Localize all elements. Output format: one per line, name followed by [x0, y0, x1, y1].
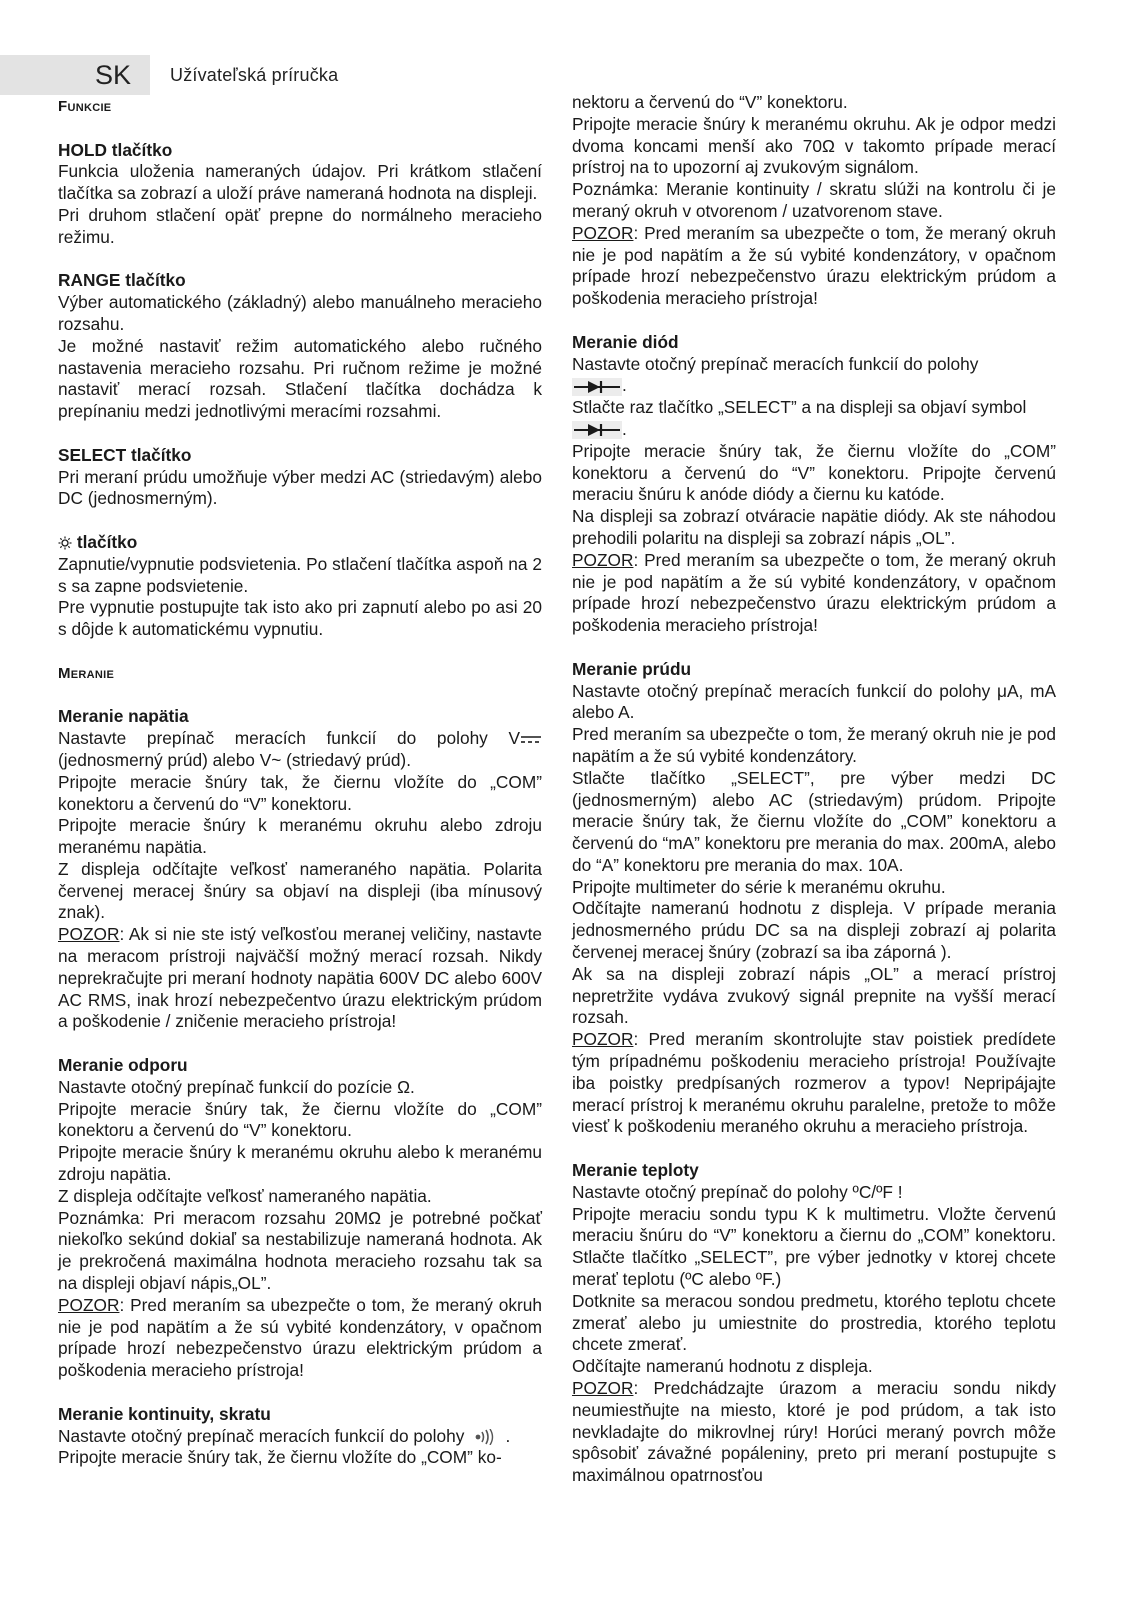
- continuity-heading: Meranie kontinuity, skratu: [58, 1403, 271, 1424]
- warning-paragraph: POZOR: Predchádzajte úrazom a meraciu sondu nikdy neumiestňujte na miesto, ktoré je pod prúdom, a tak isto nevkladajte do mikrovlnej rúry! Horúci meraný povrch môže spôsobiť závažné popáleniny, preto pri meraní postupujte s maximálnou opatrnosťou: [572, 1378, 1056, 1486]
- right-column: [572, 92, 1056, 1487]
- warning-label: POZOR: [58, 924, 120, 945]
- paragraph: Z displeja odčítajte veľkosť nameraného napätia.: [58, 1185, 432, 1206]
- warning-label: POZOR: [572, 549, 634, 570]
- paragraph: Pred meraním sa ubezpečte o tom, že meraný okruh nie je pod napätím a že sú vybité kondenzátory.: [572, 724, 1056, 766]
- warning-paragraph: POZOR: Pred meraním sa ubezpečte o tom, že meraný okruh nie je pod napätím a že sú vybité kondenzátory, v opačnom prípade hrozí nebezpečenstvo úrazu elektrickým prúdom a poškodenia meracieho prístroja!: [572, 549, 1056, 636]
- paragraph: Ak sa na displeji zobrazí nápis „OL” a merací prístroj nepretržite vydáva zvukový signál prepnite na vyšší merací rozsah.: [572, 963, 1056, 1028]
- dc-symbol-icon: [520, 734, 542, 746]
- voltage-heading: Meranie napätia: [58, 706, 189, 727]
- paragraph: Pripojte meracie šnúry tak, že čiernu vložíte do „COM” konektoru a červenú do “V” konektoru.: [58, 771, 542, 814]
- diode-heading: Meranie diód: [572, 331, 679, 352]
- paragraph: Pripojte meraciu sondu typu K k multimetru. Vložte červenú meraciu šnúru do “V” konektoru a čiernu do „COM” konektoru. Stlačte tlačítko „SELECT”, pre výber jednotky v ktorej chcete merať teplotu (ºC alebo ºF.): [572, 1203, 1056, 1290]
- paragraph: Nastavte otočný prepínač meracích funkcií do polohy .: [572, 353, 979, 396]
- paragraph: Je možné nastaviť režim automatického alebo ručného nastavenia meracieho rozsahu. Pri ručnom režime je možné nastaviť merací rozsah. Stlačení tlačítka dochádza k prepínaniu medzi jednotlivými meracími rozsahmi.: [58, 335, 542, 422]
- warning-paragraph: POZOR: Pred meraním sa ubezpečte o tom, že meraný okruh nie je pod napätím a že sú vybité kondenzátory, v opačnom prípade hrozí nebezpečenstvo úrazu elektrickým prúdom a poškodenia meracieho prístroja!: [572, 222, 1056, 309]
- select-heading: SELECT tlačítko: [58, 444, 192, 465]
- paragraph: Na displeji sa zobrazí otváracie napätie diódy. Ak ste náhodou prehodili polaritu na displeji sa zobrazí nápis „OL”.: [572, 506, 1056, 548]
- range-heading: RANGE tlačítko: [58, 270, 186, 291]
- note-paragraph: Poznámka: Meranie kontinuity / skratu slúži na kontrolu či je meraný okruh v otvorenom / uzatvorenom stave.: [572, 179, 1056, 221]
- paragraph: Pripojte meracie šnúry tak, že čiernu vložíte do „COM” konektoru a červenú do “V” konektoru. Pripojte červenú meraciu šnúru k anóde diódy a čiernu ku katóde.: [572, 440, 1056, 505]
- current-heading: Meranie prúdu: [572, 658, 692, 679]
- document-title: Užívateľská príručka: [170, 65, 339, 85]
- language-tab: SK: [0, 55, 150, 95]
- paragraph: Dotknite sa meracou sondou predmetu, ktorého teplotu chcete zmerať alebo ju umiestnite do prostredia, ktorého teplotu chcete zmerať.: [572, 1290, 1056, 1355]
- warning-label: POZOR: [572, 1378, 634, 1399]
- paragraph: Výber automatického (základný) alebo manuálneho meracieho rozsahu.: [58, 292, 542, 334]
- warning-label: POZOR: [572, 222, 634, 243]
- paragraph: Pri druhom stlačení opäť prepne do normálneho meracieho režimu.: [58, 204, 542, 247]
- paragraph: Funkcia uloženia nameraných údajov. Pri krátkom stlačení tlačítka sa zobrazí a uloží práve nameraná hodnota na displeji.: [58, 161, 542, 204]
- paragraph: Z displeja odčítajte veľkosť nameraného napätia. Polarita červenej meracej šnúry sa objaví na displeji (iba mínusový znak).: [58, 858, 542, 923]
- paragraph: Pripojte multimeter do série k meranému okruhu.: [572, 876, 946, 897]
- paragraph: Pripojte meracie šnúry k meranému okruhu alebo zdroju meranému napätia.: [58, 815, 542, 858]
- temperature-heading: Meranie teploty: [572, 1160, 699, 1181]
- page-header: [0, 55, 620, 95]
- warning-label: POZOR: [572, 1029, 634, 1050]
- warning-paragraph: POZOR: Pred meraním sa ubezpečte o tom, že meraný okruh nie je pod napätím a že sú vybité kondenzátory, v opačnom prípade hrozí nebezpečenstvo úrazu elektrickým prúdom a poškodenia meracieho prístroja!: [58, 1294, 542, 1381]
- diode-icon: [572, 421, 622, 439]
- paragraph: Nastavte otočný prepínač meracích funkcií do polohy .: [58, 1425, 511, 1446]
- paragraph: Stlačte tlačítko „SELECT”, pre výber medzi DC (jednosmerným) alebo AC (striedavým) prúdom. Pripojte meracie šnúry tak, že čiernu vložíte do „COM” konektoru a červenú do “mA” konektoru pre merania do max. 200mA, alebo do “A” konektoru pre merania do max. 10A.: [572, 767, 1056, 875]
- paragraph: Odčítajte nameranú hodnotu z displeja.: [572, 1356, 873, 1377]
- paragraph: Pripojte meracie šnúry k meranému okruhu. Ak je odpor medzi dvoma koncami menší ako 70Ω v takomto prípade merací prístroj na to upozorní aj zvukovým signálom.: [572, 113, 1056, 178]
- paragraph: Pripojte meracie šnúry tak, že čiernu vložíte do „COM” ko-: [58, 1447, 502, 1468]
- paragraph: Nastavte otočný prepínač meracích funkcií do polohy μA, mA alebo A.: [572, 680, 1056, 723]
- paragraph: Pripojte meracie šnúry k meranému okruhu alebo k meranému zdroju napätia.: [58, 1142, 542, 1185]
- resistance-heading: Meranie odporu: [58, 1055, 188, 1076]
- paragraph: Odčítajte nameranú hodnotu z displeja. V prípade merania jednosmerného prúdu DC sa na displeji zobrazí aj polarita červenej meracej šnúry (zobrazí sa iba záporná ).: [572, 898, 1056, 963]
- paragraph: Pripojte meracie šnúry tak, že čiernu vložíte do „COM” konektoru a červenú do “V” konektoru.: [58, 1098, 542, 1141]
- section-heading-funkcie: Funkcie: [58, 98, 112, 115]
- note-paragraph: Poznámka: Pri meracom rozsahu 20MΩ je potrebné počkať niekoľko sekúnd dokiaľ sa nestabilizuje nameraná hodnota. Ak je prekročená maximálna hodnota meracieho rozsahu tak sa na displeji objaví nápis„OL”.: [58, 1207, 542, 1294]
- continuity-sound-icon: [474, 1429, 496, 1445]
- paragraph: Pre vypnutie postupujte tak isto ako pri zapnutí alebo po asi 20 s dôjde k automatickému vypnutiu.: [58, 597, 542, 640]
- paragraph: Nastavte prepínač meracích funkcií do polohy V (jednosmerný prúd) alebo V~ (striedavý prúd).: [58, 728, 542, 772]
- warning-paragraph: POZOR: Pred meraním skontrolujte stav poistiek predídete tým prípadnému poškodeniu meracieho prístroja! Používajte iba poistky predpísaných rozmerov a typov! Nepripájajte merací prístroj k meranému okruhu paralelne, pretože to môže viesť k poškodeniu meraného okruhu a meracieho prístroja.: [572, 1029, 1056, 1137]
- paragraph: nektoru a červenú do “V” konektoru.: [572, 92, 848, 112]
- section-heading-meranie: Meranie: [58, 664, 115, 682]
- hold-heading: HOLD tlačítko: [58, 139, 173, 160]
- paragraph: Stlačte raz tlačítko „SELECT” a na displeji sa objaví symbol .: [572, 397, 1027, 439]
- diode-icon: [572, 378, 622, 396]
- paragraph: Nastavte otočný prepínač funkcií do pozície Ω.: [58, 1076, 415, 1097]
- paragraph: Nastavte otočný prepínač do polohy ºC/ºF !: [572, 1181, 903, 1202]
- paragraph: Zapnutie/vypnutie podsvietenia. Po stlačení tlačítka aspoň na 2 s sa zapne podsvietenie.: [58, 553, 542, 596]
- warning-label: POZOR: [58, 1294, 120, 1315]
- backlight-heading: [58, 532, 542, 554]
- warning-paragraph: POZOR: Ak si nie ste istý veľkosťou meranej veličiny, nastavte na meracom prístroji najväčší možný merací rozsah. Nikdy neprekračujte pri meraní hodnoty napätia 600V DC alebo 600V AC RMS, inak hrozí nebezpečentvo úrazu elektrickým prúdom a poškodenie / zničenie meracieho prístroja!: [58, 924, 542, 1032]
- paragraph: Pri meraní prúdu umožňuje výber medzi AC (striedavým) alebo DC (jednosmerným).: [58, 466, 542, 509]
- backlight-sun-icon: [58, 536, 72, 550]
- backlight-heading-label: tlačítko: [76, 531, 138, 552]
- left-column: [58, 96, 542, 1469]
